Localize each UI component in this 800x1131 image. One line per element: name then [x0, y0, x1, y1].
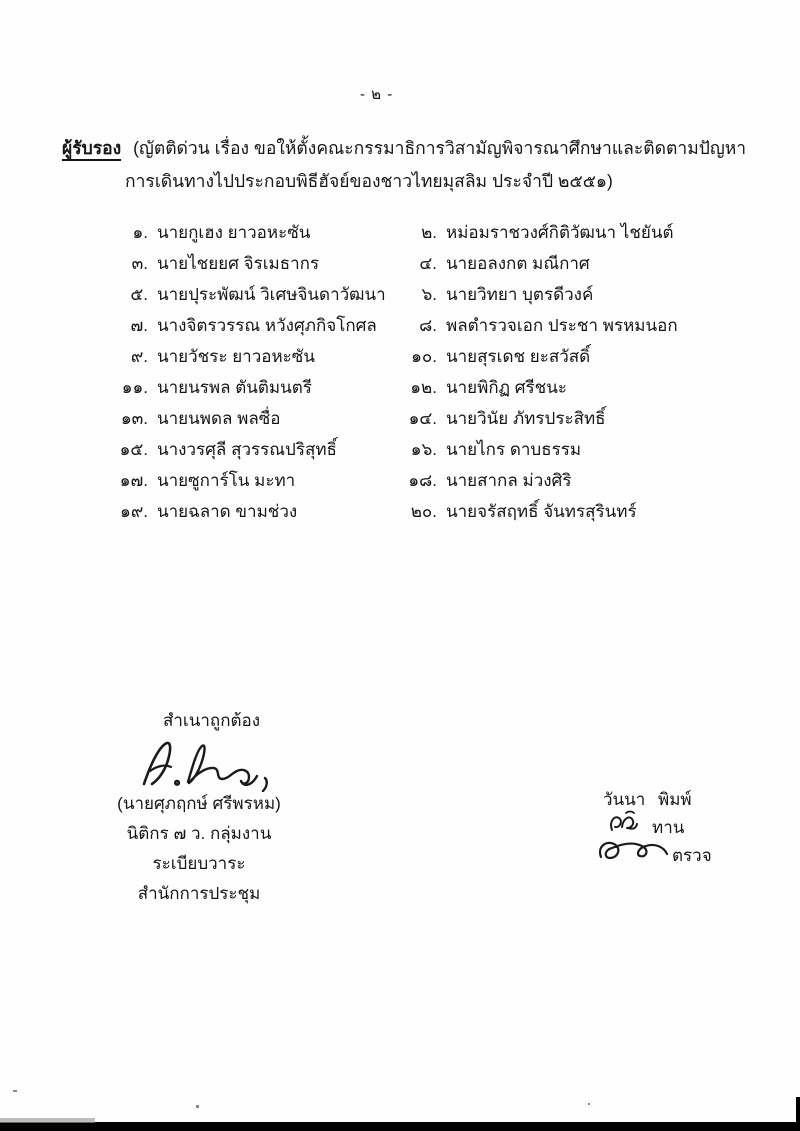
list-item [118, 315, 386, 346]
check-signature-handwriting [595, 838, 673, 869]
scan-speck [196, 1105, 199, 1108]
list-item [118, 284, 386, 315]
endorser-name: นายฉลาด ขามช่วง [157, 502, 298, 521]
certifier-signature [138, 736, 276, 797]
list-item [118, 470, 386, 501]
scan-artifact-right-edge [796, 1097, 800, 1131]
list-item [401, 377, 678, 408]
endorser-name: นายพิกิฏ ศรีชนะ [446, 378, 567, 397]
item-number: ๒. [421, 223, 437, 242]
item-number: ๑๖. [410, 440, 437, 459]
scan-speck [588, 1103, 590, 1105]
resolution-header-line1 [62, 134, 746, 162]
page-number: - ๒ - [360, 86, 394, 103]
item-number: ๑. [132, 223, 148, 242]
endorser-name: นายวิทยา บุตรดีวงค์ [446, 285, 594, 304]
list-item [401, 253, 678, 284]
handwriting-ink [608, 810, 640, 838]
item-number: ๑๙. [120, 502, 148, 521]
list-item [118, 377, 386, 408]
endorser-name: พลตำรวจเอก ประชา พรหมนอก [446, 316, 678, 335]
item-number: ๑๕. [119, 440, 148, 459]
item-number: ๑๓. [120, 409, 148, 428]
endorser-name: นายกูเฮง ยาวอหะซัน [157, 223, 311, 242]
item-number: ๑๑. [121, 378, 148, 397]
list-item [401, 470, 678, 501]
endorser-list-left-column [118, 222, 386, 532]
endorser-name: นายไกร ดาบธรรม [446, 440, 582, 459]
endorser-name: นายอลงกต มณีกาศ [446, 254, 590, 273]
motion-subject: (ญัตติด่วน เรื่อง ขอให้ตั้งคณะกรรมาธิการวิสามัญพิจารณาศึกษาและติดตามปัญหา [133, 138, 747, 158]
endorser-name: นายวัชระ ยาวอหะซัน [157, 347, 315, 366]
endorser-heading: ผู้รับรอง [62, 138, 121, 161]
list-item [118, 346, 386, 377]
item-number: ๕. [130, 285, 148, 304]
item-number: ๑๐. [411, 347, 437, 366]
list-item [118, 501, 386, 532]
endorser-name: นายนรพล ตันติมนตรี [157, 378, 312, 397]
endorser-name: นายสากล ม่วงศิริ [446, 471, 572, 490]
list-item [401, 222, 678, 253]
list-item [401, 439, 678, 470]
endorser-name: หม่อมราชวงศ์กิติวัฒนา ไชยันต์ [446, 223, 674, 242]
item-number: ๖. [421, 285, 437, 304]
endorser-name: นายสุรเดช ยะสวัสดิ์ [446, 347, 591, 366]
list-item [401, 284, 678, 315]
list-item [118, 222, 386, 253]
list-item [118, 253, 386, 284]
certified-copy-label: สำเนาถูกต้อง [163, 711, 261, 730]
certifier-office: สำนักการประชุม [137, 884, 261, 903]
item-number: ๑๔. [408, 409, 437, 428]
certifier-name: (นายศุภฤกษ์ ศรีพรหม) [117, 794, 281, 813]
check-label: ตรวจ [672, 846, 712, 865]
scan-artifact-smudge [0, 1118, 95, 1123]
endorser-list-right-column [401, 222, 678, 532]
list-item [401, 346, 678, 377]
endorser-name: นายวินัย ภัทรประสิทธิ์ [446, 409, 606, 428]
certifier-position: นิติกร ๗ ว. กลุ่มงานระเบียบวาระ [126, 824, 272, 873]
endorser-name: นายปุระพัฒน์ วิเศษจินดาวัฒนา [157, 285, 386, 304]
typist-name: วันนา [603, 790, 646, 809]
item-number: ๙. [130, 347, 148, 366]
endorser-name: นายซูการ์โน มะทา [157, 471, 296, 490]
signature-ink [138, 736, 276, 792]
certifier-identity-block [85, 789, 313, 909]
item-number: ๗. [130, 316, 148, 335]
scan-speck [13, 1090, 17, 1092]
item-number: ๘. [419, 316, 437, 335]
item-number: ๑๗. [119, 471, 148, 490]
endorser-name: นายไชยยศ จิรเมธากร [157, 254, 320, 273]
endorser-name: นายจรัสฤทธิ์ จันทรสุรินทร์ [446, 502, 637, 521]
list-item [401, 501, 678, 532]
item-number: ๔. [419, 254, 437, 273]
list-item [401, 315, 678, 346]
handwriting-ink [595, 838, 673, 864]
typist-label: พิมพ์ [658, 790, 692, 809]
endorser-name: นางวรศุลี สุวรรณปริสุทธิ์ [157, 440, 337, 459]
item-number: ๑๘. [408, 471, 437, 490]
endorser-name: นางจิตรวรรณ หวังศุภกิจโกศล [157, 316, 377, 335]
list-item [118, 439, 386, 470]
item-number: ๑๒. [410, 378, 437, 397]
list-item [401, 408, 678, 439]
scan-artifact-bottom-bar [0, 1122, 800, 1131]
proof-label: ทาน [652, 818, 685, 837]
endorser-name: นายนพดล พลซื่อ [157, 409, 281, 428]
item-number: ๒๐. [410, 502, 437, 521]
item-number: ๓. [131, 254, 148, 273]
list-item [118, 408, 386, 439]
resolution-header-line2: การเดินทางไปประกอบพิธีฮัจย์ของชาวไทยมุสลิม ประจำปี ๒๕๕๑) [125, 171, 613, 191]
